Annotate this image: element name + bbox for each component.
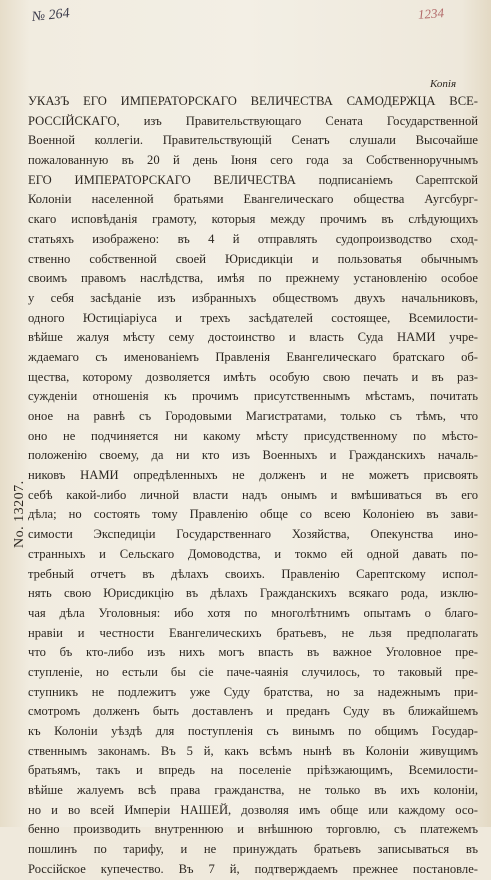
text-line: къ Колоніи уѣздѣ для поступленія съ винымъ по общимъ Государ- — [28, 724, 478, 738]
text-line: ственнымъ законамъ. Въ 5 й, какъ всѣмъ нынѣ въ Колоніи живущимъ — [28, 743, 478, 758]
text-line: ждаемаго съ именованіемъ Правленія Евангелическаго братскаго об- — [28, 349, 478, 364]
text-line: пошлинъ по тарифу, и не принуждать братьевъ записываться въ — [28, 842, 478, 857]
text-line: дѣла; но состоять тому Правленію обще со всею Колоніею въ зави- — [28, 507, 478, 522]
text-line: но и во всей Имперіи НАШЕЙ, дозволяя имъ обще или каждому осо- — [28, 802, 478, 817]
text-line: УКАЗЪ ЕГО ИМПЕРАТОРСКАГО ВЕЛИЧЕСТВА САМОДЕРЖЦА ВСЕ- — [28, 94, 478, 108]
text-line: оно не подчиняется ни какому мѣсту присудственному по мѣсто- — [28, 428, 478, 443]
text-line: симости Экспедиціи Государственнаго Хозяйства, Опекунства ино- — [28, 527, 478, 542]
page-stamp-mark: 1234 — [417, 5, 445, 22]
text-line: РОССІЙСКАГО, изъ Правительствующаго Сената Государственной — [28, 113, 478, 128]
archive-number-mark: № 264 — [31, 6, 71, 25]
text-line: нравіи и честности Евангелическихъ братьевъ, не льзя предполагать — [28, 625, 478, 640]
text-line: щества, которому дозволяется имѣть особую свою печать и въ раз- — [28, 369, 478, 384]
text-line: оное на равнѣ съ Городовыми Магистратами, только съ тѣмъ, что — [28, 409, 478, 423]
text-line: Россійское купечество. Въ 7 й, подтверждаемъ прежнее постановле- — [28, 861, 478, 876]
text-line: ступленіе, но естьли бы сіе паче-чаянія случилось, то таковый пре- — [28, 664, 478, 679]
text-line: положенію своему, да ни кто изъ Военныхъ и Гражданскихъ началь- — [28, 448, 478, 463]
text-line: бенно производить внутреннюю и внѣшнюю торговлю, съ платежемъ — [28, 822, 478, 837]
copy-label: Копія — [430, 78, 457, 90]
text-line: вѣйше жалуемъ всѣ права гражданства, не только въ ихъ колоніи, — [28, 783, 478, 798]
text-line: что бъ кто-либо изъ нихъ могъ впасть въ важное Уголовное пре- — [28, 645, 478, 660]
text-line: Военной коллегіи. Правительствующій Сенатъ слушали Высочайше — [28, 133, 478, 148]
text-line: смотромъ долженъ быть доставленъ и преданъ Суду въ ближайшемъ — [28, 704, 478, 719]
text-line: чая дѣла Уголовныя: ибо хотя по многолѣтнимъ опытамъ о благо- — [28, 605, 478, 620]
text-line: нять свою Юрисдикцію въ дѣлахъ Гражданскихъ всякаго рода, изклю- — [28, 586, 478, 601]
text-line: никовъ НАМИ опредѣленныхъ не долженъ и не можетъ присвоять — [28, 468, 478, 483]
text-line: Колоніи населенной братьями Евангелическаго общества Аугсбург- — [28, 192, 478, 207]
text-line: странныхъ и Сельскаго Домоводства, и токмо ей одной давать по- — [28, 546, 478, 561]
side-document-number: No. 13207. — [12, 480, 27, 548]
text-line: сужденіи отношенія къ прочимъ присутственнымъ мѣстамъ, почитать — [28, 389, 478, 404]
text-line: требный отчетъ въ дѣлахъ своихъ. Правленію Сарептскому испол- — [28, 566, 478, 581]
text-line: братьямъ, такъ и впредь на поселеніе пріѣзжающимъ, Всемилости- — [28, 763, 478, 778]
text-line: ЕГО ИМПЕРАТОРСКАГО ВЕЛИЧЕСТВА подписаніемъ Сарептской — [28, 172, 478, 187]
text-line: ступникъ не подлежитъ уже Суду братства, но за надежнымъ при- — [28, 684, 478, 699]
text-line: одного Юстиціаріуса и трехъ засѣдателей состоящее, Всемилости- — [28, 310, 478, 325]
decree-text — [28, 92, 478, 880]
text-line: скаго исповѣданія грамоту, которыя между прочимъ въ слѣдующихъ — [28, 212, 478, 227]
text-line: себѣ какой-либо личной власти надъ онымъ и вмѣшиваться въ его — [28, 487, 478, 502]
text-line: своимъ правомъ наслѣдства, имѣя по прежнему установленію особое — [28, 271, 478, 286]
text-line: у себя засѣданіе изъ избранныхъ обществомъ двухъ начальниковъ, — [28, 290, 478, 305]
text-line: пожалованную въ 20 й день Іюня сего года за Собственноручнымъ — [28, 153, 478, 168]
text-line: ственно собственной своей Юрисдикціи и пользоватья обычнымъ — [28, 251, 478, 266]
text-line: статьяхъ изображено: въ 4 й отправлять судопроизводство сход- — [28, 231, 478, 246]
text-line: вѣйше жалуя мѣсту сему достоинство и власть Суда НАМИ учре- — [28, 330, 478, 345]
